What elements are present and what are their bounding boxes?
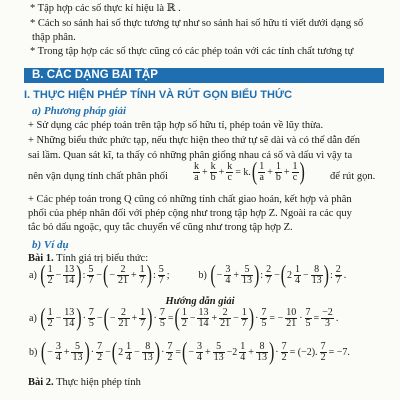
exercise-2-text: Thực hiện phép tính bbox=[56, 377, 141, 388]
compare-note-line1: * Cách so sánh hai số thực tương tự như so sánh hai số hữu tỉ viết dưới dạng số bbox=[30, 18, 364, 29]
distributive-formula: $\frac{k}{a}$ + $\frac{k}{b}$ + $\frac{k}{c}$ = k.( $\frac{1}{a}$ + $\frac{1}{b}$ + $\frac{1}{c}$ ) bbox=[194, 158, 305, 186]
method-point-2-line1: + Những biểu thức phức tạp, nếu thực hiện theo thứ tự sẽ dài và có thể dẫn đến bbox=[28, 135, 360, 146]
section-b-header: B. CÁC DẠNG BÀI TẬP bbox=[24, 68, 384, 83]
solution-b: b) (− $\frac{3}{4}$ + $\frac{5}{13}$ )· $\frac{7}{2}$ −(2 $\frac{1}{4}$ − $\frac{8}{13}$ )· $\frac{7}{2}$ =(− $\frac{3}{4}$ + $\frac{5}{13}$ −2 $\frac{1}{4}$ + $\frac{8}{13}$ )· $\frac{7}{2}$ = (−2). $\frac{7}{2}$ = −7. bbox=[29, 338, 350, 366]
part-1-title: I. THỰC HIỆN PHÉP TÍNH VÀ RÚT GỌN BIỂU THỨC bbox=[24, 89, 293, 101]
distributive-text-post: để rút gọn. bbox=[330, 171, 376, 182]
solution-guide-title: Hướng dẫn giải bbox=[165, 296, 235, 307]
example-title: b) Ví dụ bbox=[32, 239, 69, 251]
compare-note-line2: thập phân. bbox=[32, 32, 76, 43]
solution-a: a) ( $\frac{1}{2}$ − $\frac{13}{14}$ )· $\frac{7}{5}$ −(− $\frac{2}{21}$ + $\frac{1}{7}$ )· $\frac{7}{5}$ =( $\frac{1}{2}$ − $\frac{13}{14}$ + $\frac{2}{21}$ − $\frac{1}{7}$ )· $\frac{7}{5}$ = − $\frac{10}{21}$ · $\frac{7}{5}$ = $\frac{-2}{3}$ . bbox=[29, 304, 339, 332]
exercise-2-heading bbox=[28, 376, 141, 390]
operations-note-line1: * Trong tập hợp các số thực cũng có các phép toán với các tính chất tương tự bbox=[30, 46, 354, 57]
exercise-2-label: Bài 2. bbox=[28, 377, 54, 388]
method-point-3-line2: phối của phép nhân đối với phép cộng như trong tập hợp Z. Ngoài ra các quy bbox=[28, 208, 352, 219]
distributive-text-pre: nên vận dụng tính chất phân phối bbox=[28, 171, 168, 182]
exercise-1-problems: a) ( $\frac{1}{2}$ − $\frac{13}{14}$ ): $\frac{5}{7}$ −(− $\frac{2}{21}$ + $\frac{1}{7}$ ): $\frac{5}{7}$ ; b) (− $\frac{3}{4}$ + $\frac{5}{13}$ ): $\frac{2}{7}$ −(2 $\frac{1}{4}$ − $\frac{8}{13}$ ): $\frac{2}{7}$ . bbox=[29, 261, 347, 289]
method-point-2-line2: sai lầm. Quan sát kĩ, ta thấy có những phân giống nhau cả số và dấu vì vậy ta bbox=[28, 150, 353, 161]
exercise-1-label: Bài 1. bbox=[28, 253, 54, 264]
exercise-1-text: Tính giá trị biểu thức: bbox=[56, 253, 149, 264]
method-point-3-line1: + Các phép toán trong Q cũng có những tính chất giao hoán, kết hợp và phân bbox=[28, 194, 352, 205]
method-title: a) Phương pháp giải bbox=[32, 105, 127, 117]
part-a-label: a) bbox=[29, 270, 37, 282]
method-point-1: + Sử dụng các phép toán trên tập hợp số hữu tỉ, phép toán về lũy thừa. bbox=[28, 120, 324, 131]
method-point-3-line3: tắc bỏ dấu ngoặc, quy tắc chuyển vế cũng như trong tập hợp Z. bbox=[28, 222, 293, 233]
real-set-note: * Tập hợp các số thực kí hiệu là ℝ . bbox=[30, 3, 181, 14]
part-b-label: b) bbox=[198, 270, 207, 282]
